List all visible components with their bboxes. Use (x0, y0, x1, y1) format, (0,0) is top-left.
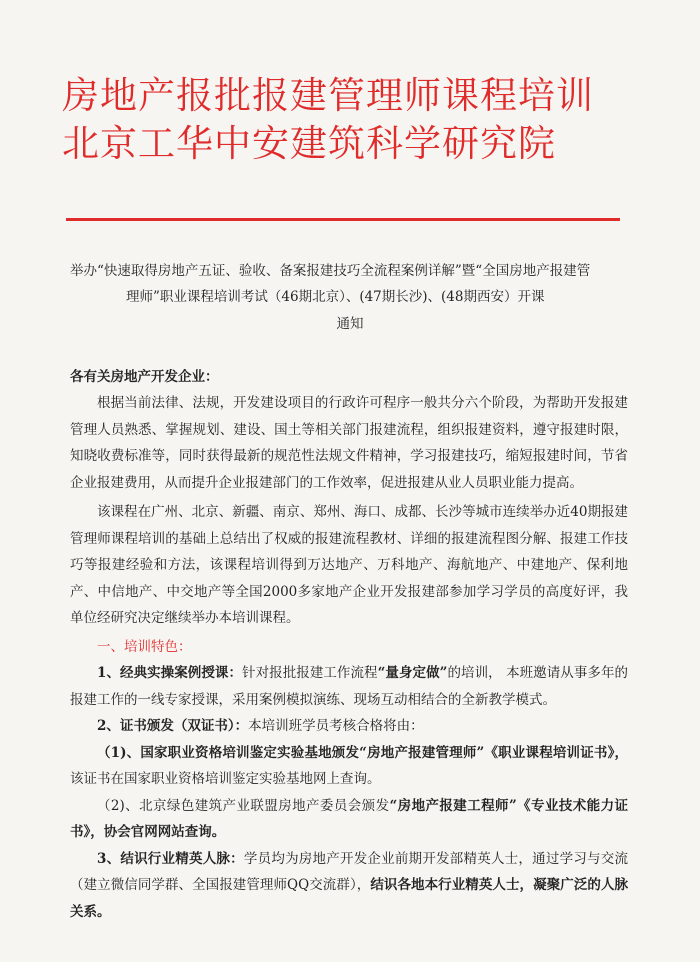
feature-item-1-text-a: 针对报批报建工作流程 (242, 665, 378, 681)
certificate-2 (70, 793, 628, 846)
certificate-1-note: 该证书在国家职业资格培训鉴定实验基地网上查询。 (70, 771, 381, 787)
subject-line-1: 举办“快速取得房地产五证、验收、备案报建技巧全流程案例详解”暨“全国房地产报建管 (70, 263, 591, 279)
paragraph-2: 该课程在广州、北京、新疆、南京、郑州、海口、成都、长沙等城市连续举办近40期报建管理师课程培训的基础上总结出了权威的报建流程教材、详细的报建流程图分解、报建工作技巧等报建经验和方法，该课程培训得到万达地产、万科地产、海航地产、中建地产、保利地产、中信地产、中交地产等全国2000多家地产企业开发报建部参加学习学员的高度好评，我单位经研究决定继续举办本培训课程。 (70, 504, 628, 626)
feature-item-1-text-b: 的培训， 本班邀请从事多年的报建工作的一线专家授课，采用案例模拟演练、现场互动相结合的全新教学模式。 (70, 665, 629, 708)
feature-item-1 (70, 660, 628, 713)
section-heading-features: 一、培训特色： (97, 638, 192, 655)
document-title-line-1: 房地产报批报建管理师课程培训 (62, 74, 594, 117)
body (70, 390, 628, 925)
red-divider (66, 218, 620, 221)
paragraph-1: 根据当前法律、法规，开发建设项目的行政许可程序一般共分六个阶段，为帮助开发报建管理人员熟悉、掌握规划、建设、国土等相关部门报建流程，组织报建资料，遵守报建时限，知晓收费标准等，同时获得最新的规范性法规文件精神，学习报建技巧，缩短报建时间，节省企业报建费用，从而提升企业报建部门的工作效率，促进报建从业人员职业能力提高。 (70, 395, 628, 491)
feature-item-3-text-a: 学员均为房地产开发企业前期开发部精英人士，通过学习与交流（建立微信同学群、全国报建管理师QQ交流群）， (70, 850, 628, 893)
subject-line-3: 通知 (336, 316, 364, 332)
feature-item-3-text-b: 结识各地本行业精英人士， (370, 877, 534, 893)
feature-item-1-title: 1、经典实操案例授课： (97, 665, 243, 681)
feature-item-2-title: 2、证书颁发（双证书）： (97, 718, 249, 734)
certificate-1-issuer: （1)、国家职业资格培训鉴定实验基地颁发 (97, 744, 360, 761)
subject-line-2: 理师”职业课程培训考试（46期北京）、(47期长沙)、(48期西安）开课 (126, 289, 545, 305)
certificate-1-name: “房地产报建管理师”《职业课程培训证书》， (359, 744, 629, 761)
feature-item-3 (70, 846, 628, 926)
certificate-2-note: 协会官网网站查询。 (103, 824, 226, 840)
document-title-line-2: 北京工华中安建筑科学研究院 (62, 122, 556, 165)
feature-item-3-title: 3、结识行业精英人脉： (97, 850, 244, 867)
feature-item-3-text-c: 凝聚广泛的人脉关系。 (70, 877, 629, 920)
feature-item-2 (70, 713, 628, 740)
certificate-2-issuer: （2)、北京绿色建筑产业联盟房地产委员会颁发 (97, 797, 390, 814)
feature-item-1-quote: “量身定做” (377, 665, 448, 681)
feature-item-2-text: 本培训班学员考核合格将由： (248, 718, 424, 734)
salutation: 各有关房地产开发企业： (70, 369, 219, 385)
certificate-2-name: “房地产报建工程师”《专业技术能力证书》， (70, 797, 628, 840)
certificate-1 (70, 740, 628, 793)
